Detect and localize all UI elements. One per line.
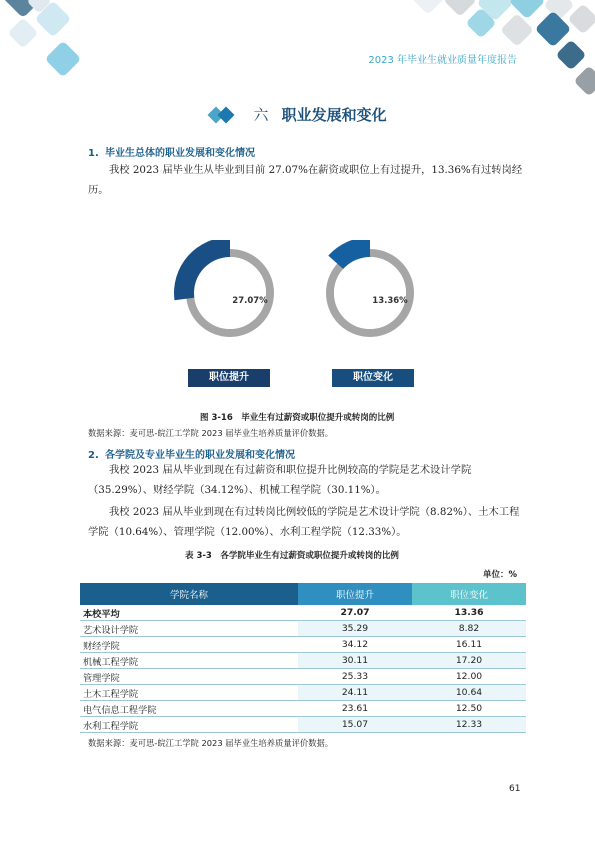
table-header-row: [80, 583, 526, 605]
cell-change: 17.20: [412, 653, 526, 669]
pie-charts: [170, 240, 420, 390]
table-caption: 表 3-3 各学院毕业生有过薪资或职位提升或转岗的比例: [185, 551, 399, 561]
pie-value-label: 27.07%: [232, 296, 268, 306]
subheading-2: [88, 446, 295, 461]
table-row: [80, 653, 526, 669]
table-unit: 单位：%: [482, 570, 517, 580]
cell-college: 机械工程学院: [80, 653, 298, 669]
cell-promotion: 30.11: [298, 653, 412, 669]
cell-college: 管理学院: [80, 669, 298, 685]
table-row: [80, 701, 526, 717]
cell-promotion: 23.61: [298, 701, 412, 717]
cell-promotion: 34.12: [298, 637, 412, 653]
section-heading: [0, 104, 595, 125]
table-header: 职位变化: [412, 583, 526, 605]
diamond-icon: [218, 106, 235, 123]
section-title: 职业发展和变化: [281, 106, 387, 124]
cell-college: 艺术设计学院: [80, 621, 298, 637]
table-row: [80, 637, 526, 653]
cell-college: 财经学院: [80, 637, 298, 653]
table-header: 学院名称: [80, 583, 298, 605]
table-source: 数据来源：麦可思-皖江工学院 2023 届毕业生培养质量评价数据。: [88, 738, 334, 748]
table-row: [80, 669, 526, 685]
subheading-title: 各学院及专业毕业生的职业发展和变化情况: [105, 450, 295, 461]
table-header: 职位提升: [298, 583, 412, 605]
cell-change: 12.33: [412, 717, 526, 733]
pie-charts-svg: [170, 240, 420, 390]
cell-promotion: 24.11: [298, 685, 412, 701]
cell-college: 本校平均: [80, 605, 298, 621]
cell-promotion: 27.07: [298, 605, 412, 621]
page-number: 61: [509, 784, 521, 794]
pie-center: [194, 257, 266, 329]
cell-promotion: 25.33: [298, 669, 412, 685]
figure-source: 数据来源：麦可思-皖江工学院 2023 届毕业生培养质量评价数据。: [88, 428, 334, 438]
subheading-number: 2.: [88, 450, 99, 461]
table-row: [80, 685, 526, 701]
cell-college: 土木工程学院: [80, 685, 298, 701]
section-number: 六: [253, 106, 269, 124]
table-body: [80, 605, 526, 733]
cell-change: 16.11: [412, 637, 526, 653]
pie-label-promotion: 职位提升: [188, 369, 270, 387]
cell-promotion: 15.07: [298, 717, 412, 733]
table-row: [80, 717, 526, 733]
cell-promotion: 35.29: [298, 621, 412, 637]
college-table: [80, 583, 526, 733]
paragraph-2: 我校 2023 届从毕业到现在有过薪资和职位提升比例较高的学院是艺术设计学院（35.29%）、财经学院（34.12%）、机械工程学院（30.11%）。: [88, 464, 472, 496]
cell-change: 12.50: [412, 701, 526, 717]
pie-center: [334, 257, 406, 329]
cell-college: 水利工程学院: [80, 717, 298, 733]
cell-change: 13.36: [412, 605, 526, 621]
subheading-number: 1.: [88, 148, 99, 159]
paragraph-3: 我校 2023 届从毕业到现在有过转岗比例较低的学院是艺术设计学院（8.82%）、土木工程学院（10.64%）、管理学院（12.00%）、水利工程学院（12.33%）。: [88, 506, 520, 538]
cell-change: 12.00: [412, 669, 526, 685]
subheading-title: 毕业生总体的职业发展和变化情况: [105, 148, 255, 159]
pie-value-label: 13.36%: [372, 296, 408, 306]
figure-caption: 图 3-16 毕业生有过薪资或职位提升或转岗的比例: [200, 413, 395, 423]
paragraph-1: 我校 2023 届毕业生从毕业到目前 27.07%在薪资或职位上有过提升，13.36%有过转岗经历。: [88, 164, 523, 196]
cell-change: 8.82: [412, 621, 526, 637]
subheading-1: [88, 144, 255, 159]
pie-label-change: 职位变化: [332, 369, 414, 387]
table-row: [80, 621, 526, 637]
cell-college: 电气信息工程学院: [80, 701, 298, 717]
cell-change: 10.64: [412, 685, 526, 701]
table-row: [80, 605, 526, 621]
header-title: 2023 年毕业生就业质量年度报告: [368, 55, 517, 66]
